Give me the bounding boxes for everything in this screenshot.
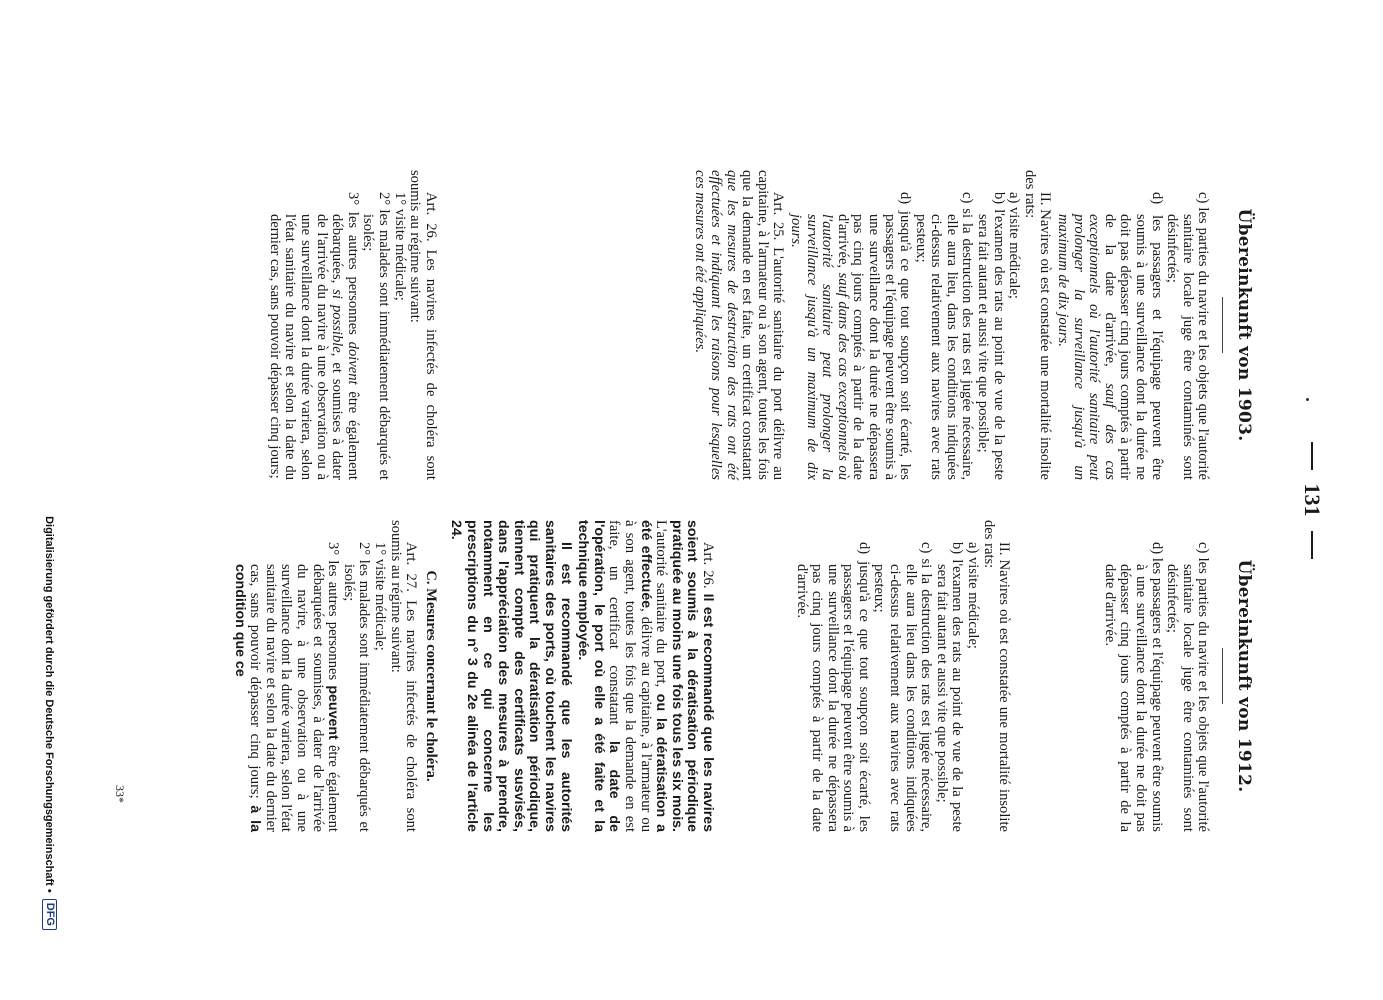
article-27: Art. 27. Les navires infectés de choléra sont soumis au régime suivant: xyxy=(387,520,420,832)
item-27-3-text2: être également débarquées et soumises, à dater de l'arrivée du navire, à une observation ou à une surveillance dont la durée variera, selon l'état sanitaire du navire et selon la date du dernier cas, sans pouvoir dépasser cinq jours; xyxy=(247,564,342,832)
ink-dot xyxy=(1306,398,1309,401)
article-26-text2: , délivre au capitaine, à l'armateur ou à son agent, toutes les fois que la demande en est faite, un certificat constatant xyxy=(606,520,654,832)
section-ii: II. Navires où est constatée une mortalité insolite des rats: xyxy=(980,520,1013,832)
spacer xyxy=(717,520,793,832)
item-27-2: 2° les malades sont immédiatement débarqués et isolés; xyxy=(340,542,373,832)
page-header xyxy=(1299,90,1325,910)
digitization-note xyxy=(42,70,57,930)
item-ii-b: b) l'examen des rats au point de vue de la peste sera fait autant et aussi vite que possible; xyxy=(975,192,1007,480)
item-26-2: 2° les malades sont immédiatement débarqués et isolés; xyxy=(360,192,393,480)
article-26: Art. 26. Les navires infectés de choléra sont soumis au régime suivant: xyxy=(407,170,439,480)
item-ii-d xyxy=(787,170,912,480)
section-c-heading: C. Mesures concernant le choléra. xyxy=(422,570,439,782)
item-26-3-text2: être également débarquées, xyxy=(329,214,361,480)
article-26 xyxy=(575,520,715,832)
item-c: c) les parties du navire et les objets que l'autorité sanitaire locale juge être contaminés sont désinfectés; xyxy=(1164,192,1212,480)
title-rule xyxy=(1222,297,1223,353)
header-dash-left xyxy=(1311,442,1313,470)
item-d-italic: sauf des cas exceptionnels où l'autorité sanitaire peut prolonger la surveillance jusqu'à un maximum de dix jours. xyxy=(1055,214,1118,480)
article-26-bold2: ou la dératisation a été effectuée xyxy=(637,520,670,832)
item-26-3-italic2: si possible, xyxy=(329,289,346,357)
article-26-text: L'autorité sanitaire du port, xyxy=(653,520,670,694)
item-27-1: 1° visite médicale; xyxy=(372,542,389,651)
item-27-3-bold2: à la condition que ce xyxy=(231,564,264,832)
column-1903 xyxy=(266,170,1273,480)
column-1912 xyxy=(231,520,1273,832)
article-25 xyxy=(692,170,786,480)
item-26-3-text: 3° les autres personnes xyxy=(344,192,361,342)
item-c: c) les parties du navire et les objets que l'autorité sanitaire locale juge être contaminés sont désinfectés; xyxy=(1164,542,1212,832)
item-26-3-italic: doivent xyxy=(344,341,361,385)
article-26-bold: Il est recommandé que les navires soient soumis à la dératisation périodique pratiquée au moins une fois tous les six mois. xyxy=(668,520,716,832)
column-title-1903: Übereinkunft von 1903. xyxy=(1234,208,1254,442)
item-ii-d-italic: sauf dans des cas exceptionnels où l'autorité sanitaire peut prolonger la surveillance jusqu'à un maximum de dix jours. xyxy=(787,214,851,480)
spacer xyxy=(440,170,516,480)
item-ii-a: a) visite médicale; xyxy=(1006,192,1023,299)
title-rule xyxy=(1222,648,1223,704)
item-ii-c: c) si la destruction des rats est jugée nécessaire, elle aura lieu dans les conditions indiquées ci-dessus relativement aux navires avec rats pesteux; xyxy=(871,542,935,832)
item-ii-b: b) l'examen des rats au point de vue de la peste sera fait autant et aussi vite que possible; xyxy=(933,542,966,832)
article-26-recommendation xyxy=(448,520,573,832)
signature-mark: 33* xyxy=(113,785,127,803)
article-26-label: Art. 26. xyxy=(699,542,716,594)
header-dash-right xyxy=(1311,531,1313,559)
item-26-3 xyxy=(266,170,360,480)
page-number: 131 xyxy=(1300,483,1325,517)
item-26-3-text3: et soumises à dater de l'arrivée du navire à une observation ou à une surveillance dont la durée variera, selon l'état sanitaire du navire et selon la date du dernier cas, sans pouvoir dépasser cinq jours; xyxy=(266,214,346,480)
spacer xyxy=(516,170,604,480)
dfg-logo: DFG xyxy=(42,899,57,930)
article-25-italic: que les mesures de destruction des rats ont été effectuées et indiquant les raisons pour lesquelles ces mesures ont été appliquées. xyxy=(692,170,740,480)
item-ii-c: c) si la destruction des rats est jugée nécessaire, elle aura lieu, dans les conditions indiquées ci-dessus relativement aux navires avec rats pesteux; xyxy=(912,192,976,480)
item-ii-a: a) visite médicale; xyxy=(965,542,982,649)
article-25-text: Art. 25. L'autorité sanitaire du port délivre au capitaine, à l'armateur ou à son agent, toutes les fois que la demande en est faite, un certificat constatant xyxy=(739,170,787,480)
section-ii: II. Navires où est constatée une mortalité insolite des rats: xyxy=(1021,170,1054,480)
item-d-text: d) les passagers et l'équipage peuvent être soumis à une surveillance dont la durée ne doit pas dépasser cinq jours comptés à partir de la date d'arrivée, xyxy=(1101,192,1165,480)
item-d: d) les passagers et l'équipage peuvent être soumis à une surveillance dont la durée ne doit pas dépasser cinq jours comptés à partir de la date d'arrivée. xyxy=(1101,542,1165,832)
item-26-1: 1° visite médicale; xyxy=(391,192,408,301)
item-d xyxy=(1054,170,1163,480)
item-27-3 xyxy=(231,520,340,832)
spacer xyxy=(1013,520,1101,832)
digitization-text: Digitalisierung gefördert durch die Deutsche Forschungsgemeinschaft • xyxy=(43,516,56,893)
article-26-bold3: la date de l'opération, le port où elle a été faite et la technique employée. xyxy=(575,520,623,832)
item-ii-d: d) jusqu'à ce que tout soupçon soit écarté, les passagers et l'équipage peuvent être soumis à une surveillance dont la durée ne dépassera pas cinq jours comptés à partir de la date d'arrivée. xyxy=(793,542,872,832)
item-27-3-bold: peuvent xyxy=(325,685,342,740)
spacer xyxy=(604,170,692,480)
item-27-3-text: 3° les autres personnes xyxy=(325,542,342,686)
column-title-1912: Übereinkunft von 1912. xyxy=(1234,559,1254,793)
item-ii-d-text: d) jusqu'à ce que tout soupçon soit écarté, les passagers et l'équipage peuvent être soumis à une surveillance dont la durée ne dépassera pas cinq jours comptés à partir de la date d'arrivée, xyxy=(834,192,914,480)
article-26-bold4: Il est recommandé que les autorités sanitaires des ports, où touchent les navires qui pratiquent la dératisation périodique, tiennent compte des certificats susvisés, dans l'appréciation des mesures à prendre, notamment en ce qui concerne les prescriptions du n° 3 du 2e alinéa de l'article 24. xyxy=(448,520,574,832)
